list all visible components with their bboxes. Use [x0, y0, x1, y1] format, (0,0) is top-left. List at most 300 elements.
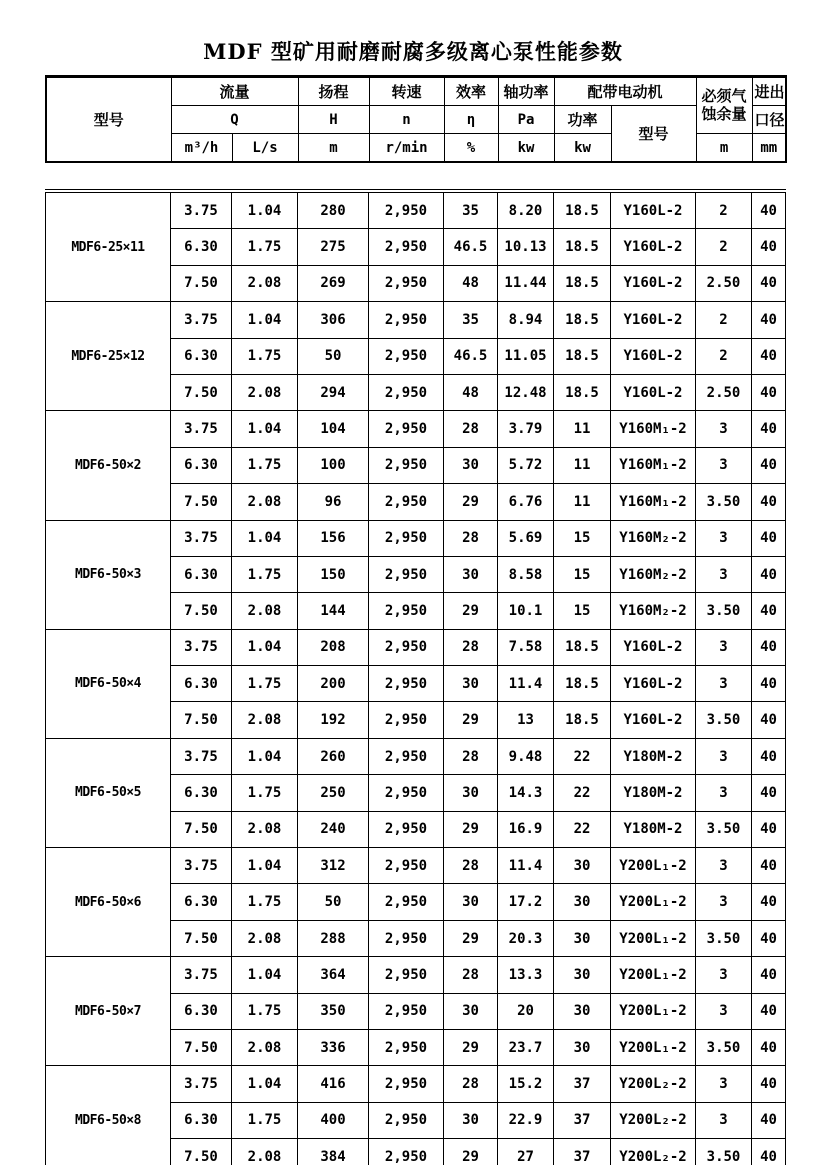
table-cell: 3 [696, 884, 752, 920]
table-cell: 40 [752, 302, 786, 338]
table-cell: 6.30 [171, 1102, 232, 1138]
table-cell: 29 [444, 1029, 498, 1065]
table-cell: 2,950 [369, 229, 444, 265]
table-cell: 30 [444, 556, 498, 592]
table-cell: 28 [444, 411, 498, 447]
table-cell: 40 [752, 1066, 786, 1102]
table-cell: 40 [752, 265, 786, 301]
table-cell: 15 [554, 556, 611, 592]
table-cell: 18.5 [554, 666, 611, 702]
table-cell: 14.3 [498, 775, 554, 811]
table-cell: 46.5 [444, 229, 498, 265]
table-cell: 6.30 [171, 884, 232, 920]
table-cell: 2,950 [369, 338, 444, 374]
table-cell: 7.50 [171, 593, 232, 629]
table-cell: 13.3 [498, 957, 554, 993]
table-cell: 2.08 [232, 593, 298, 629]
table-cell: 294 [298, 374, 369, 410]
header-shaft-symbol: Pa [498, 106, 554, 134]
header-table [45, 75, 787, 163]
table-cell: 3.50 [696, 1139, 752, 1165]
table-cell: 3 [696, 629, 752, 665]
table-cell: 3.75 [171, 957, 232, 993]
table-cell: 15.2 [498, 1066, 554, 1102]
table-cell: 11.4 [498, 848, 554, 884]
pump-model-cell: MDF6-50×2 [46, 411, 171, 520]
table-cell: 3.50 [696, 593, 752, 629]
table-cell: 2 [696, 229, 752, 265]
table-cell: Y160L-2 [611, 265, 696, 301]
table-cell: 40 [752, 738, 786, 774]
table-cell: Y160L-2 [611, 374, 696, 410]
table-cell: 28 [444, 520, 498, 556]
table-cell: 2.08 [232, 811, 298, 847]
table-cell: 2,950 [369, 920, 444, 956]
table-cell: 40 [752, 629, 786, 665]
table-cell: 384 [298, 1139, 369, 1165]
table-cell: 2.08 [232, 374, 298, 410]
table-cell: Y160L-2 [611, 629, 696, 665]
table-cell: 2,950 [369, 738, 444, 774]
table-cell: 20 [498, 993, 554, 1029]
table-cell: 260 [298, 738, 369, 774]
table-cell: 288 [298, 920, 369, 956]
table-cell: 10.1 [498, 593, 554, 629]
table-row [46, 411, 786, 447]
table-cell: 3 [696, 957, 752, 993]
table-cell: 2,950 [369, 702, 444, 738]
table-cell: 2,950 [369, 191, 444, 229]
table-cell: Y160M₁-2 [611, 411, 696, 447]
table-cell: 11.4 [498, 666, 554, 702]
table-cell: 29 [444, 702, 498, 738]
table-cell: 156 [298, 520, 369, 556]
table-cell: 30 [444, 1102, 498, 1138]
header-head-symbol: H [298, 106, 369, 134]
table-cell: 13 [498, 702, 554, 738]
table-cell: 11.44 [498, 265, 554, 301]
table-cell: 7.50 [171, 374, 232, 410]
header-unit-kw-motor: kw [554, 134, 611, 163]
pump-model-cell: MDF6-25×11 [46, 191, 171, 302]
header-speed: 转速 [369, 77, 444, 106]
table-cell: 8.58 [498, 556, 554, 592]
table-cell: 2.08 [232, 1139, 298, 1165]
table-cell: 2 [696, 302, 752, 338]
table-cell: 40 [752, 702, 786, 738]
table-cell: 40 [752, 666, 786, 702]
table-cell: 3.75 [171, 411, 232, 447]
table-cell: 2.50 [696, 374, 752, 410]
table-cell: 2,950 [369, 484, 444, 520]
table-cell: 104 [298, 411, 369, 447]
table-row [46, 738, 786, 774]
table-cell: 2,950 [369, 1029, 444, 1065]
table-cell: 3.75 [171, 1066, 232, 1102]
table-cell: 3.75 [171, 191, 232, 229]
table-cell: 18.5 [554, 265, 611, 301]
table-cell: 12.48 [498, 374, 554, 410]
header-unit-m: m [298, 134, 369, 163]
table-cell: Y200L₁-2 [611, 993, 696, 1029]
pump-model-cell: MDF6-50×4 [46, 629, 171, 738]
header-unit-npsh-m: m [696, 134, 752, 163]
table-cell: 2,950 [369, 1066, 444, 1102]
table-cell: 40 [752, 1029, 786, 1065]
table-cell: 400 [298, 1102, 369, 1138]
table-cell: 6.30 [171, 447, 232, 483]
table-cell: 3 [696, 556, 752, 592]
table-row [46, 848, 786, 884]
table-cell: Y180M-2 [611, 738, 696, 774]
table-cell: 7.58 [498, 629, 554, 665]
table-cell: 22 [554, 775, 611, 811]
pump-model-cell: MDF6-50×6 [46, 848, 171, 957]
table-cell: 15 [554, 520, 611, 556]
table-cell: 30 [444, 666, 498, 702]
table-cell: 7.50 [171, 811, 232, 847]
table-cell: 37 [554, 1139, 611, 1165]
table-cell: 11 [554, 411, 611, 447]
table-row [46, 191, 786, 229]
table-cell: 3 [696, 993, 752, 1029]
table-cell: 3.75 [171, 629, 232, 665]
table-cell: 1.75 [232, 884, 298, 920]
table-cell: 1.04 [232, 302, 298, 338]
table-cell: 2.08 [232, 920, 298, 956]
table-cell: 30 [444, 884, 498, 920]
table-cell: 40 [752, 920, 786, 956]
table-cell: 2,950 [369, 775, 444, 811]
table-cell: 30 [554, 884, 611, 920]
table-cell: 275 [298, 229, 369, 265]
table-cell: 18.5 [554, 302, 611, 338]
table-cell: 30 [554, 848, 611, 884]
table-cell: 11.05 [498, 338, 554, 374]
header-unit-rmin: r/min [369, 134, 444, 163]
table-cell: 48 [444, 265, 498, 301]
table-cell: 40 [752, 593, 786, 629]
table-cell: Y200L₂-2 [611, 1102, 696, 1138]
pump-model-cell: MDF6-50×3 [46, 520, 171, 629]
header-npsh-line1: 必须气 [701, 87, 747, 106]
table-cell: 35 [444, 191, 498, 229]
table-cell: 2,950 [369, 629, 444, 665]
table-cell: 3 [696, 1066, 752, 1102]
table-cell: 40 [752, 811, 786, 847]
table-cell: 1.04 [232, 520, 298, 556]
table-cell: 2,950 [369, 265, 444, 301]
table-cell: 2,950 [369, 302, 444, 338]
table-cell: 1.04 [232, 191, 298, 229]
table-cell: 30 [444, 993, 498, 1029]
table-cell: 2,950 [369, 666, 444, 702]
table-cell: 2.08 [232, 702, 298, 738]
table-cell: 3.75 [171, 848, 232, 884]
page-title: MDF 型矿用耐磨耐腐多级离心泵性能参数 [203, 39, 623, 64]
table-cell: 144 [298, 593, 369, 629]
table-cell: 40 [752, 1139, 786, 1165]
table-cell: 50 [298, 338, 369, 374]
table-cell: 30 [554, 1029, 611, 1065]
table-cell: 22 [554, 811, 611, 847]
pump-model-cell: MDF6-50×7 [46, 957, 171, 1066]
table-cell: 192 [298, 702, 369, 738]
table-cell: 22.9 [498, 1102, 554, 1138]
header-motor: 配带电动机 [554, 77, 696, 106]
table-cell: 18.5 [554, 629, 611, 665]
table-cell: 3.79 [498, 411, 554, 447]
table-cell: 37 [554, 1102, 611, 1138]
header-shaft-power: 轴功率 [498, 77, 554, 106]
header-unit-kw-shaft: kw [498, 134, 554, 163]
table-cell: 1.04 [232, 848, 298, 884]
table-cell: 1.75 [232, 1102, 298, 1138]
table-cell: 2.08 [232, 265, 298, 301]
table-cell: 22 [554, 738, 611, 774]
table-cell: 50 [298, 884, 369, 920]
table-cell: 3.50 [696, 920, 752, 956]
table-cell: 2,950 [369, 556, 444, 592]
table-cell: 1.04 [232, 738, 298, 774]
table-cell: 40 [752, 411, 786, 447]
table-cell: 20.3 [498, 920, 554, 956]
table-cell: 18.5 [554, 702, 611, 738]
header-unit-mm: mm [752, 134, 786, 163]
table-cell: 28 [444, 738, 498, 774]
table-cell: 40 [752, 1102, 786, 1138]
header-speed-symbol: n [369, 106, 444, 134]
table-cell: 2.08 [232, 1029, 298, 1065]
table-cell: 280 [298, 191, 369, 229]
table-row [46, 629, 786, 665]
table-cell: 208 [298, 629, 369, 665]
table-cell: 2,950 [369, 593, 444, 629]
table-row [46, 1066, 786, 1102]
table-cell: 240 [298, 811, 369, 847]
table-cell: 3.50 [696, 811, 752, 847]
table-cell: 2,950 [369, 993, 444, 1029]
table-cell: 30 [554, 993, 611, 1029]
table-cell: 1.04 [232, 957, 298, 993]
table-cell: 40 [752, 191, 786, 229]
header-flow-symbol: Q [171, 106, 298, 134]
table-cell: 5.72 [498, 447, 554, 483]
table-row [46, 957, 786, 993]
table-cell: 3.75 [171, 302, 232, 338]
table-cell: 28 [444, 848, 498, 884]
pump-model-cell: MDF6-50×8 [46, 1066, 171, 1165]
table-cell: 364 [298, 957, 369, 993]
table-cell: Y160M₁-2 [611, 484, 696, 520]
table-cell: 3.50 [696, 1029, 752, 1065]
table-cell: 96 [298, 484, 369, 520]
table-cell: 7.50 [171, 1139, 232, 1165]
table-cell: 27 [498, 1139, 554, 1165]
pump-model-cell: MDF6-25×12 [46, 302, 171, 411]
table-cell: Y160L-2 [611, 702, 696, 738]
table-cell: 150 [298, 556, 369, 592]
table-cell: 2 [696, 338, 752, 374]
table-cell: 2,950 [369, 1139, 444, 1165]
table-cell: 40 [752, 848, 786, 884]
table-cell: Y160L-2 [611, 229, 696, 265]
table-cell: 6.30 [171, 993, 232, 1029]
table-cell: 30 [444, 447, 498, 483]
table-cell: Y160M₁-2 [611, 447, 696, 483]
table-cell: 1.75 [232, 229, 298, 265]
table-cell: 40 [752, 884, 786, 920]
table-cell: 18.5 [554, 191, 611, 229]
table-cell: 18.5 [554, 229, 611, 265]
table-cell: 3 [696, 848, 752, 884]
table-cell: 1.75 [232, 447, 298, 483]
header-head: 扬程 [298, 77, 369, 106]
table-cell: 1.75 [232, 556, 298, 592]
table-cell: 2.08 [232, 484, 298, 520]
table-cell: 6.30 [171, 338, 232, 374]
table-cell: 48 [444, 374, 498, 410]
table-cell: 2,950 [369, 447, 444, 483]
table-cell: 28 [444, 1066, 498, 1102]
table-cell: 7.50 [171, 1029, 232, 1065]
table-cell: 312 [298, 848, 369, 884]
table-cell: 18.5 [554, 374, 611, 410]
table-cell: Y160L-2 [611, 302, 696, 338]
table-cell: 37 [554, 1066, 611, 1102]
table-cell: 1.75 [232, 666, 298, 702]
header-npsh-line2: 蚀余量 [701, 104, 747, 123]
table-cell: 28 [444, 629, 498, 665]
table-cell: 11 [554, 447, 611, 483]
table-cell: 200 [298, 666, 369, 702]
table-cell: 6.30 [171, 229, 232, 265]
table-cell: 40 [752, 447, 786, 483]
header-pump-model: 型号 [46, 77, 171, 163]
table-cell: 46.5 [444, 338, 498, 374]
table-cell: Y200L₁-2 [611, 884, 696, 920]
table-cell: 40 [752, 775, 786, 811]
table-cell: 3.50 [696, 484, 752, 520]
table-cell: 23.7 [498, 1029, 554, 1065]
table-cell: Y160L-2 [611, 666, 696, 702]
table-cell: 40 [752, 484, 786, 520]
table-row [46, 520, 786, 556]
table-cell: 8.94 [498, 302, 554, 338]
table-cell: Y200L₁-2 [611, 920, 696, 956]
table-cell: 29 [444, 920, 498, 956]
pump-model-cell: MDF6-50×5 [46, 738, 171, 847]
table-cell: Y180M-2 [611, 775, 696, 811]
table-cell: 6.30 [171, 666, 232, 702]
table-cell: 1.75 [232, 775, 298, 811]
header-unit-ls: L/s [232, 134, 298, 163]
table-cell: 3 [696, 1102, 752, 1138]
table-cell: 336 [298, 1029, 369, 1065]
table-cell: 1.04 [232, 1066, 298, 1102]
table-cell: 29 [444, 484, 498, 520]
table-cell: 40 [752, 338, 786, 374]
table-cell: 1.75 [232, 338, 298, 374]
table-cell: 6.30 [171, 556, 232, 592]
header-flow: 流量 [171, 77, 298, 106]
table-cell: 269 [298, 265, 369, 301]
table-cell: Y160M₂-2 [611, 520, 696, 556]
table-cell: 2,950 [369, 1102, 444, 1138]
table-cell: 11 [554, 484, 611, 520]
table-cell: Y160M₂-2 [611, 556, 696, 592]
table-cell: 2,950 [369, 884, 444, 920]
table-cell: 10.13 [498, 229, 554, 265]
table-cell: 1.04 [232, 411, 298, 447]
table-cell: 30 [554, 920, 611, 956]
table-cell: 350 [298, 993, 369, 1029]
table-cell: 29 [444, 593, 498, 629]
data-table [45, 189, 786, 1165]
data-table-body [46, 191, 786, 1165]
table-cell: 3 [696, 738, 752, 774]
table-cell: Y160L-2 [611, 338, 696, 374]
table-cell: 18.5 [554, 338, 611, 374]
table-cell: 2,950 [369, 520, 444, 556]
table-cell: 35 [444, 302, 498, 338]
table-cell: Y160M₂-2 [611, 593, 696, 629]
table-cell: 28 [444, 957, 498, 993]
table-cell: 2,950 [369, 374, 444, 410]
header-unit-percent: % [444, 134, 498, 163]
table-cell: 9.48 [498, 738, 554, 774]
table-cell: 6.76 [498, 484, 554, 520]
header-port-line2: 口径 [752, 106, 786, 134]
table-cell: 7.50 [171, 920, 232, 956]
table-cell: 29 [444, 811, 498, 847]
table-cell: 40 [752, 229, 786, 265]
table-cell: 250 [298, 775, 369, 811]
table-cell: 3.75 [171, 738, 232, 774]
table-row [46, 302, 786, 338]
table-cell: Y200L₁-2 [611, 1029, 696, 1065]
table-cell: 2.50 [696, 265, 752, 301]
table-cell: 7.50 [171, 265, 232, 301]
table-cell: 100 [298, 447, 369, 483]
table-cell: 8.20 [498, 191, 554, 229]
header-port-line1: 进出 [752, 77, 786, 106]
table-cell: 2,950 [369, 848, 444, 884]
table-cell: 2,950 [369, 411, 444, 447]
header-motor-model: 型号 [611, 106, 696, 163]
table-cell: 5.69 [498, 520, 554, 556]
table-cell: 7.50 [171, 484, 232, 520]
header-unit-m3h: m³/h [171, 134, 232, 163]
header-efficiency: 效率 [444, 77, 498, 106]
table-cell: Y180M-2 [611, 811, 696, 847]
table-cell: 3 [696, 666, 752, 702]
header-npsh [696, 77, 752, 134]
header-motor-power: 功率 [554, 106, 611, 134]
table-cell: 40 [752, 520, 786, 556]
table-cell: 40 [752, 374, 786, 410]
table-cell: 3 [696, 411, 752, 447]
table-cell: 17.2 [498, 884, 554, 920]
table-cell: Y200L₂-2 [611, 1066, 696, 1102]
header-efficiency-symbol: η [444, 106, 498, 134]
table-cell: 2,950 [369, 811, 444, 847]
table-cell: Y200L₂-2 [611, 1139, 696, 1165]
table-cell: Y160L-2 [611, 191, 696, 229]
table-cell: 3 [696, 775, 752, 811]
table-cell: 15 [554, 593, 611, 629]
table-cell: 40 [752, 993, 786, 1029]
